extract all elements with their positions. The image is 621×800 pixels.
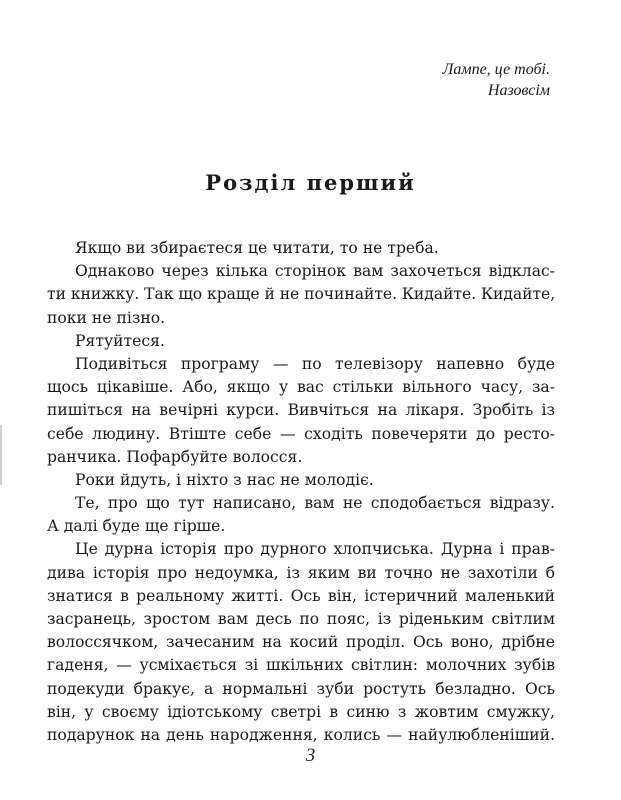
text-line: засранець, зростом вам десь по пояс, із ріденьким світлим <box>47 610 555 628</box>
text-line: волоссячком, зачесаним на косий проділ. Ось воно, дрібне <box>47 633 555 652</box>
text-line: щось цікавіше. Або, якщо у вас стільки вільного часу, за- <box>47 378 555 397</box>
text-line: Це дурна історія про дурного хлопчиська. Дурна і прав- <box>75 540 555 559</box>
text-line: Якщо ви збираєтеся це читати, то не треба. <box>75 239 439 257</box>
text-line: Подивіться програму — по телевізору напевно буде <box>75 354 555 373</box>
epigraph-line: Назовсім <box>487 82 550 99</box>
page-edge-shadow <box>0 425 2 485</box>
text-line: ранчика. Пофарбуйте волосся. <box>47 447 303 466</box>
text-line: Рятуйтеся. <box>75 331 165 350</box>
body-text <box>47 237 555 747</box>
text-line: знатися в реальному житті. Ось він, істеричний маленький <box>47 586 555 605</box>
text-line: подарунок на день народження, колись — найулюбленіший. <box>47 725 555 744</box>
text-line: Роки йдуть, і ніхто з нас не молодіє. <box>75 470 374 489</box>
text-line: подекуди бракує, а нормальні зуби ростуть безладно. Ось <box>47 679 555 698</box>
text-line: ти книжку. Так що краще й не починайте. Кидайте. Кидайте, <box>47 285 556 304</box>
text-line: він, у своєму ідіотському светрі в синю з жовтим смужку, <box>47 702 555 721</box>
text-line: Однаково через кілька сторінок вам захочеться відклас- <box>75 262 555 281</box>
text-line: дива історія про недоумка, із яким ви точно не захотіли б <box>47 563 555 582</box>
text-line: Те, про що тут написано, вам не сподобається відразу. <box>75 494 555 513</box>
chapter-title: Розділ перший <box>205 170 416 195</box>
text-line: гаденя, — усміхається зі шкільних світлин: молочних зубів <box>47 656 555 675</box>
text-line: поки не пізно. <box>47 308 166 327</box>
epigraph <box>443 59 550 101</box>
epigraph-line: Лампе, це тобі. <box>442 61 550 78</box>
page-number: 3 <box>305 745 316 766</box>
text-line: себе людину. Втіште себе — сходіть повечеряти до ресто- <box>47 424 555 443</box>
text-line: пишіться на вечірні курси. Вивчіться на лікаря. Зробіть із <box>47 401 555 420</box>
text-line: А далі буде ще гірше. <box>47 517 226 536</box>
